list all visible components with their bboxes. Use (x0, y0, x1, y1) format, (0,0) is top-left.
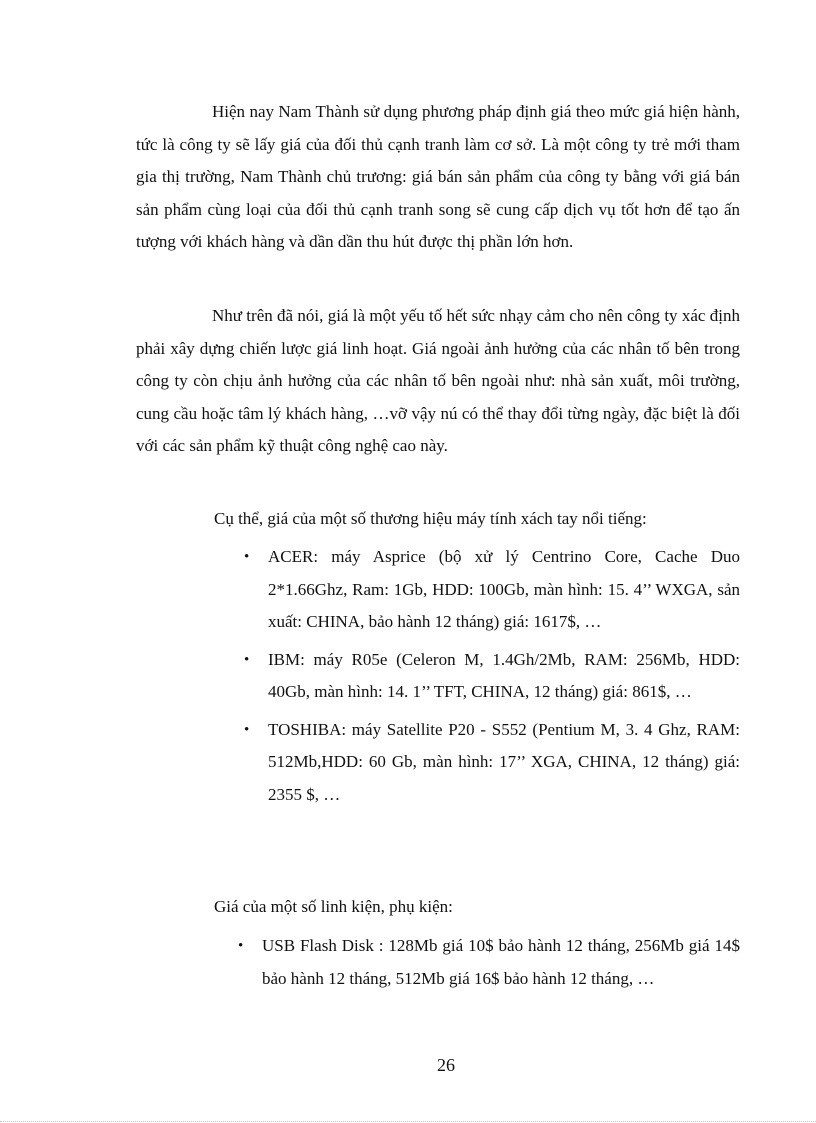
list-item (238, 930, 740, 995)
pricing-method-paragraph: Hiện nay Nam Thành sử dụng phương pháp định giá theo mức giá hiện hành, tức là công ty sẽ lấy giá của đối thủ cạnh tranh làm cơ sở. Là một công ty trẻ mới tham gia thị trường, Nam Thành chủ trương: giá bán sản phẩm của công ty bằng với giá bán sản phẩm cùng loại của đối thủ cạnh tranh song sẽ cung cấp dịch vụ tốt hơn để tạo ấn tượng với khách hàng và dần dần thu hút được thị phần lớn hơn. (136, 102, 740, 251)
accessory-price-list (238, 930, 740, 995)
pricing-strategy-paragraph: Như trên đã nói, giá là một yếu tố hết sức nhạy cảm cho nên công ty xác định phải xây dựng chiến lược giá linh hoạt. Giá ngoài ảnh hưởng của các nhân tố bên trong công ty còn chịu ảnh hưởng của các nhân tố bên ngoài như: nhà sản xuất, môi trường, cung cầu hoặc tâm lý khách hàng, …vỡ vậy nú có thể thay đổi từng ngày, đặc biệt là đối với các sản phẩm kỹ thuật công nghệ cao này. (136, 306, 740, 455)
page-number: 26 (437, 1055, 455, 1075)
list-item (244, 714, 740, 812)
bullet-icon: • (244, 549, 250, 565)
page-bottom-divider (0, 1121, 816, 1122)
list-item-text: IBM: máy R05e (Celeron M, 1.4Gh/2Mb, RAM: 256Mb, HDD: 40Gb, màn hình: 14. 1’’ TFT, CHINA, 12 tháng) giá: 861$, … (268, 649, 740, 701)
laptop-price-list (244, 541, 740, 811)
list-item (244, 644, 740, 709)
bullet-icon: • (238, 938, 244, 954)
list-item-text: TOSHIBA: máy Satellite P20 - S552 (Pentium M, 3. 4 Ghz, RAM: 512Mb,HDD: 60 Gb, màn hình: 17’’ XGA, CHINA, 12 tháng) giá: 2355 $, … (268, 719, 740, 804)
laptop-prices-intro: Cụ thể, giá của một số thương hiệu máy tính xách tay nổi tiếng: (214, 509, 647, 528)
list-item-text: USB Flash Disk : 128Mb giá 10$ bảo hành 12 tháng, 256Mb giá 14$ bảo hành 12 tháng, 512Mb giá 16$ bảo hành 12 tháng, … (262, 936, 740, 988)
bullet-icon: • (244, 651, 250, 668)
bullet-icon: • (244, 721, 250, 738)
accessory-prices-intro: Giá của một số linh kiện, phụ kiện: (214, 897, 453, 916)
list-item-text: ACER: máy Asprice (bộ xử lý Centrino Core, Cache Duo 2*1.66Ghz, Ram: 1Gb, HDD: 100Gb, màn hình: 15. 4’’ WXGA, sản xuất: CHINA, bảo hành 12 tháng) giá: 1617$, … (268, 547, 740, 631)
list-item (244, 541, 740, 639)
